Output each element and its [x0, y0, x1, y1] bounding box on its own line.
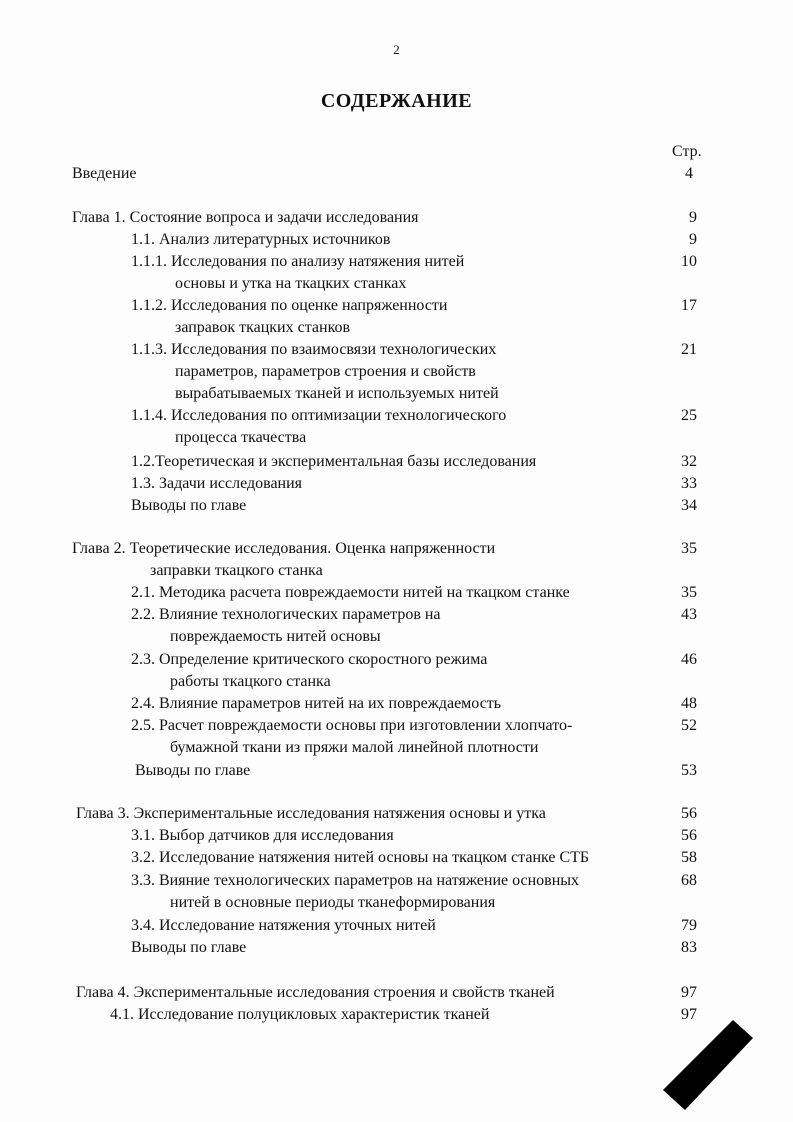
toc-entry: повреждаемость нитей основы — [170, 628, 381, 645]
toc-entry-page: 83 — [681, 939, 697, 956]
toc-entry-page: 52 — [681, 717, 697, 734]
toc-entry: параметров, параметров строения и свойств — [175, 363, 476, 380]
page-column-label: Стр. — [672, 143, 702, 160]
toc-entry-page: 56 — [681, 805, 697, 822]
toc-entry: 3.4. Исследование натяжения уточных нитей — [131, 917, 436, 934]
toc-entry: бумажной ткани из пряжи малой линейной плотности — [170, 739, 539, 756]
toc-entry-page: 35 — [681, 540, 697, 557]
toc-entry: 3.1. Выбор датчиков для исследования — [131, 827, 394, 844]
toc-entry: 1.1. Анализ литературных источников — [131, 231, 391, 248]
toc-entry-page: 32 — [681, 453, 697, 470]
toc-entry-page: 21 — [681, 341, 697, 358]
toc-entry: нитей в основные периоды тканеформирования — [170, 894, 496, 911]
toc-entry: 2.3. Определение критического скоростного режима — [131, 651, 488, 668]
toc-entry: Глава 2. Теоретические исследования. Оценка напряженности — [72, 540, 496, 557]
toc-entry: заправок ткацких станков — [175, 319, 351, 336]
page-number: 2 — [393, 42, 400, 57]
toc-entry: вырабатываемых тканей и используемых нитей — [175, 385, 499, 402]
toc-entry: 2.4. Влияние параметров нитей на их повреждаемость — [131, 695, 502, 712]
toc-entry-page: 48 — [681, 695, 697, 712]
toc-entry-page: 25 — [681, 407, 697, 424]
toc-entry: 1.1.3. Исследования по взаимосвязи технологических — [131, 341, 497, 358]
toc-entry: процесса ткачества — [175, 429, 307, 446]
toc-entry-page: 58 — [681, 849, 697, 866]
toc-entry-page: 56 — [681, 827, 697, 844]
toc-entry: Выводы по главе — [131, 497, 247, 514]
toc-entry-page: 68 — [681, 872, 697, 889]
toc-entry-page: 97 — [681, 1006, 697, 1023]
page-title: СОДЕРЖАНИЕ — [320, 90, 473, 112]
toc-entry: работы ткацкого станка — [170, 673, 331, 690]
toc-entry-page: 10 — [681, 253, 697, 270]
toc-entry-page: 35 — [681, 584, 697, 601]
toc-entry: Введение — [72, 165, 137, 182]
toc-entry-page: 53 — [681, 762, 697, 779]
toc-entry: 3.3. Вияние технологических параметров на натяжение основных — [131, 872, 580, 889]
toc-entry-page: 4 — [685, 165, 693, 182]
toc-entry-page: 97 — [681, 984, 697, 1001]
toc-entry-page: 33 — [681, 475, 697, 492]
toc-entry: Глава 3. Экспериментальные исследования натяжения основы и утка — [76, 805, 546, 822]
toc-entry-page: 9 — [689, 209, 697, 226]
toc-entry: Глава 4. Экспериментальные исследования строения и свойств тканей — [76, 984, 555, 1001]
toc-entry: Глава 1. Состояние вопроса и задачи исследования — [72, 209, 419, 226]
toc-entry-page: 79 — [681, 917, 697, 934]
toc-entry: Выводы по главе — [135, 762, 251, 779]
toc-entry-page: 46 — [681, 651, 697, 668]
toc-entry: 2.1. Методика расчета повреждаемости нитей на ткацком станке — [131, 584, 570, 601]
toc-entry: 2.5. Расчет повреждаемости основы при изготовлении хлопчато- — [131, 717, 573, 734]
toc-entry: 2.2. Влияние технологических параметров на — [131, 606, 441, 623]
toc-entry: 1.1.1. Исследования по анализу натяжения нитей — [131, 253, 465, 270]
toc-entry-page: 9 — [689, 231, 697, 248]
toc-entry: 1.2.Теоретическая и экспериментальная базы исследования — [131, 453, 537, 470]
toc-entry: заправки ткацкого станка — [150, 562, 323, 579]
toc-entry-page: 17 — [681, 297, 697, 314]
toc-entry: 1.3. Задачи исследования — [131, 475, 303, 492]
toc-entry: 1.1.4. Исследования по оптимизации технологического — [131, 407, 507, 424]
toc-entry: 3.2. Исследование натяжения нитей основы на ткацком станке СТБ — [131, 849, 590, 866]
toc-entry: основы и утка на ткацких станках — [175, 275, 407, 292]
corner-mark — [663, 1020, 753, 1110]
toc-entry-page: 34 — [681, 497, 697, 514]
toc-entry: 1.1.2. Исследования по оценке напряженности — [131, 297, 448, 314]
toc-entry: 4.1. Исследование полуцикловых характеристик тканей — [110, 1006, 490, 1023]
toc-entry: Выводы по главе — [131, 939, 247, 956]
toc-entry-page: 43 — [681, 606, 697, 623]
